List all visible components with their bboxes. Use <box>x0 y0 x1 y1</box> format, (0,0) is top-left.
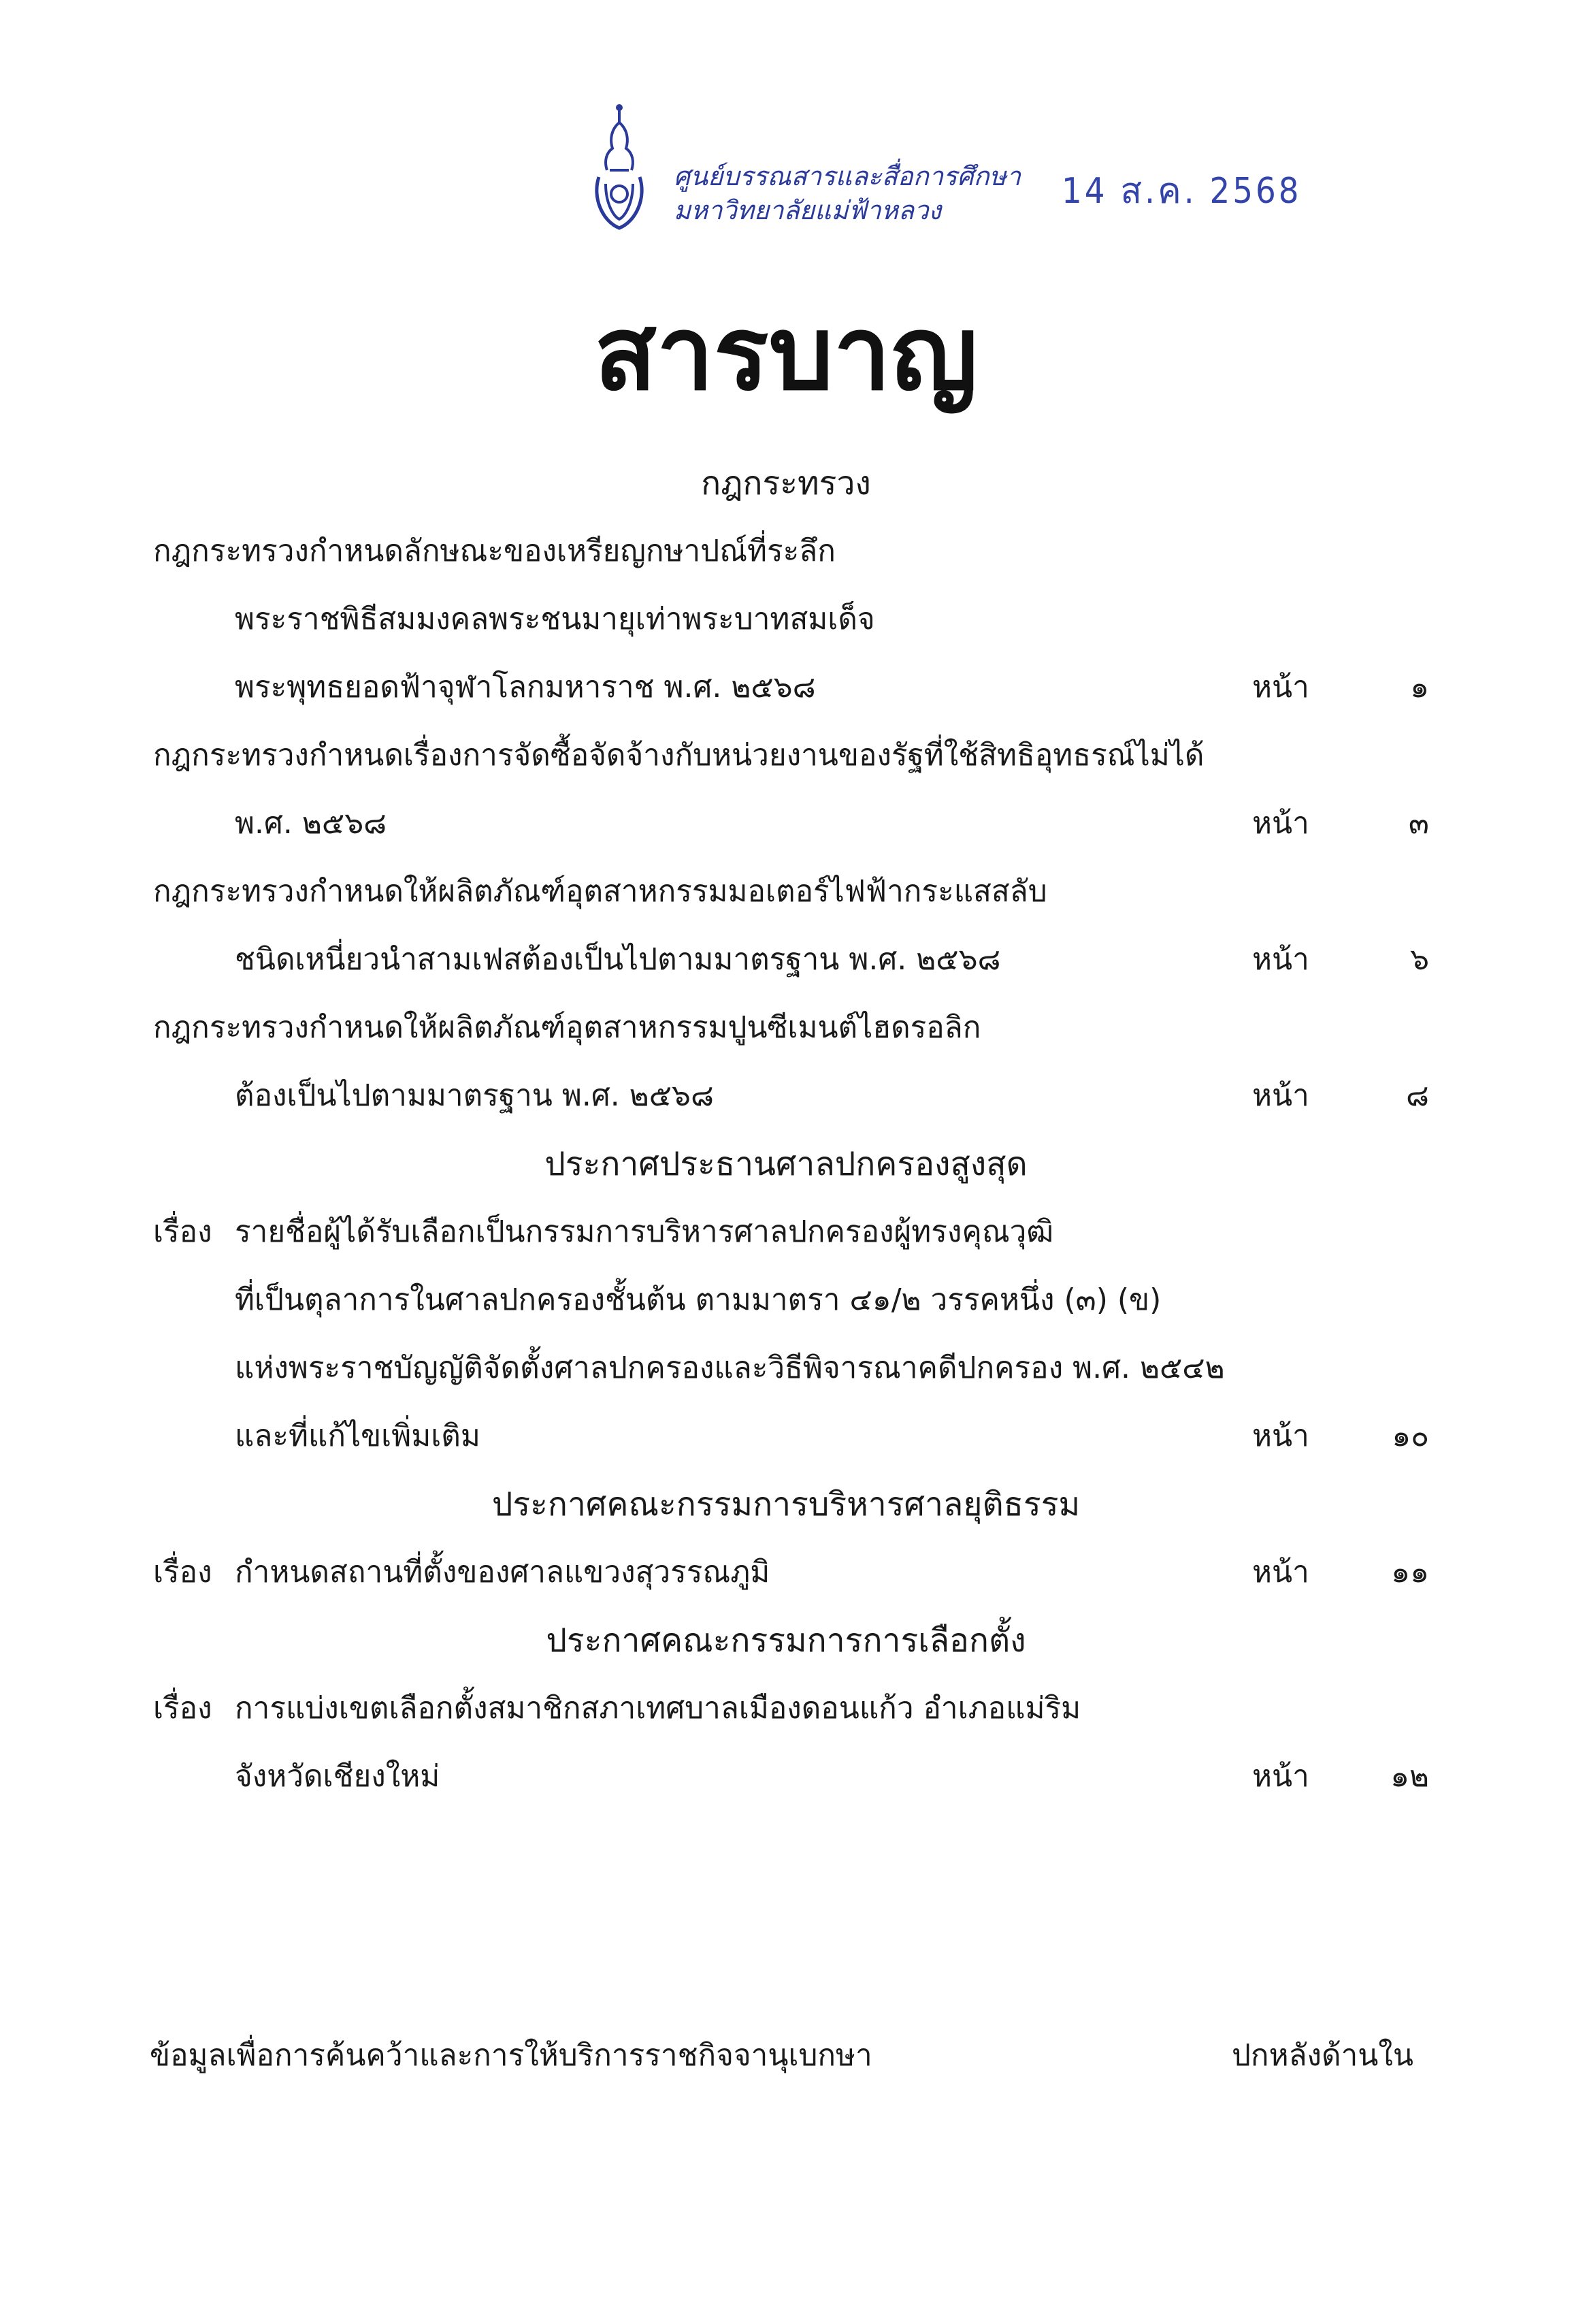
entry-4-line-2: ต้องเป็นไปตามมาตรฐาน พ.ศ. ๒๕๖๘ <box>235 1078 714 1113</box>
subject-label: เรื่อง <box>153 1555 212 1589</box>
entry-2-line-2: พ.ศ. ๒๕๖๘ <box>235 806 387 841</box>
entry-5-line-3: แห่งพระราชบัญญัติจัดตั้งศาลปกครองและวิธีพิจารณาคดีปกครอง พ.ศ. ๒๕๔๒ <box>235 1351 1225 1385</box>
entry-5-line-4: และที่แก้ไขเพิ่มเติม <box>235 1419 480 1453</box>
page-label: หน้า <box>1252 1555 1309 1589</box>
section-heading-election-commission: ประกาศคณะกรรมการการเลือกตั้ง <box>546 1621 1026 1660</box>
page-label: หน้า <box>1252 1078 1309 1113</box>
subject-label: เรื่อง <box>153 1214 212 1249</box>
entry-6-page: ๑๑ <box>1391 1555 1429 1589</box>
stamp-org-line1: ศูนย์บรรณสารและสื่อการศึกษา <box>674 161 1021 191</box>
entry-3-line-2: ชนิดเหนี่ยวนำสามเฟสต้องเป็นไปตามมาตรฐาน พ.ศ. ๒๕๖๘ <box>235 942 1001 977</box>
entry-3-line-1: กฎกระทรวงกำหนดให้ผลิตภัณฑ์อุตสาหกรรมมอเตอร์ไฟฟ้ากระแสสลับ <box>153 874 1047 909</box>
subject-label: เรื่อง <box>153 1691 212 1726</box>
entry-6-line-1: กำหนดสถานที่ตั้งของศาลแขวงสุวรรณภูมิ <box>235 1555 770 1589</box>
entry-1-line-3: พระพุทธยอดฟ้าจุฬาโลกมหาราช พ.ศ. ๒๕๖๘ <box>235 670 816 705</box>
entry-5-page: ๑๐ <box>1392 1419 1429 1453</box>
page-label: หน้า <box>1252 1419 1309 1453</box>
stamp-date: 14 ส.ค. 2568 <box>1062 171 1302 212</box>
entry-4-page: ๘ <box>1406 1078 1429 1113</box>
section-heading-admin-court: ประกาศประธานศาลปกครองสูงสุด <box>544 1145 1028 1183</box>
stamp-org-line2: มหาวิทยาลัยแม่ฟ้าหลวง <box>674 195 941 225</box>
page-label: หน้า <box>1252 806 1309 841</box>
entry-5-line-2: ที่เป็นตุลาการในศาลปกครองชั้นต้น ตามมาตรา ๔๑/๒ วรรคหนึ่ง (๓) (ข) <box>235 1282 1162 1317</box>
entry-2-page: ๓ <box>1408 806 1429 841</box>
page-label: หน้า <box>1252 670 1309 705</box>
entry-2-line-1: กฎกระทรวงกำหนดเรื่องการจัดซื้อจัดจ้างกับหน่วยงานของรัฐที่ใช้สิทธิอุทธรณ์ไม่ได้ <box>153 738 1205 773</box>
footer-location: ปกหลังด้านใน <box>1232 2038 1413 2073</box>
section-heading-judicial-committee: ประกาศคณะกรรมการบริหารศาลยุติธรรม <box>491 1485 1081 1523</box>
entry-5-line-1: รายชื่อผู้ได้รับเลือกเป็นกรรมการบริหารศาลปกครองผู้ทรงคุณวุฒิ <box>235 1214 1054 1249</box>
section-heading-ministerial-regulations: กฎกระทรวง <box>701 464 871 502</box>
mfu-seal-icon <box>585 102 653 238</box>
entry-3-page: ๖ <box>1410 942 1429 977</box>
footer-note: ข้อมูลเพื่อการค้นคว้าและการให้บริการราชกิจจานุเบกษา <box>150 2038 872 2073</box>
entry-7-page: ๑๒ <box>1390 1759 1429 1794</box>
page-label: หน้า <box>1252 942 1309 977</box>
entry-1-page: ๑ <box>1410 670 1429 705</box>
entry-4-line-1: กฎกระทรวงกำหนดให้ผลิตภัณฑ์อุตสาหกรรมปูนซีเมนต์ไฮดรอลิก <box>153 1010 981 1045</box>
page-title: สารบาญ <box>594 295 978 413</box>
entry-7-line-1: การแบ่งเขตเลือกตั้งสมาชิกสภาเทศบาลเมืองดอนแก้ว อำเภอแม่ริม <box>235 1691 1081 1726</box>
entry-1-line-1: กฎกระทรวงกำหนดลักษณะของเหรียญกษาปณ์ที่ระลึก <box>153 534 836 568</box>
page-label: หน้า <box>1252 1759 1309 1794</box>
entry-1-line-2: พระราชพิธีสมมงคลพระชนมายุเท่าพระบาทสมเด็จ <box>235 602 875 636</box>
library-stamp <box>585 102 1300 238</box>
entry-7-line-2: จังหวัดเชียงใหม่ <box>235 1759 440 1794</box>
